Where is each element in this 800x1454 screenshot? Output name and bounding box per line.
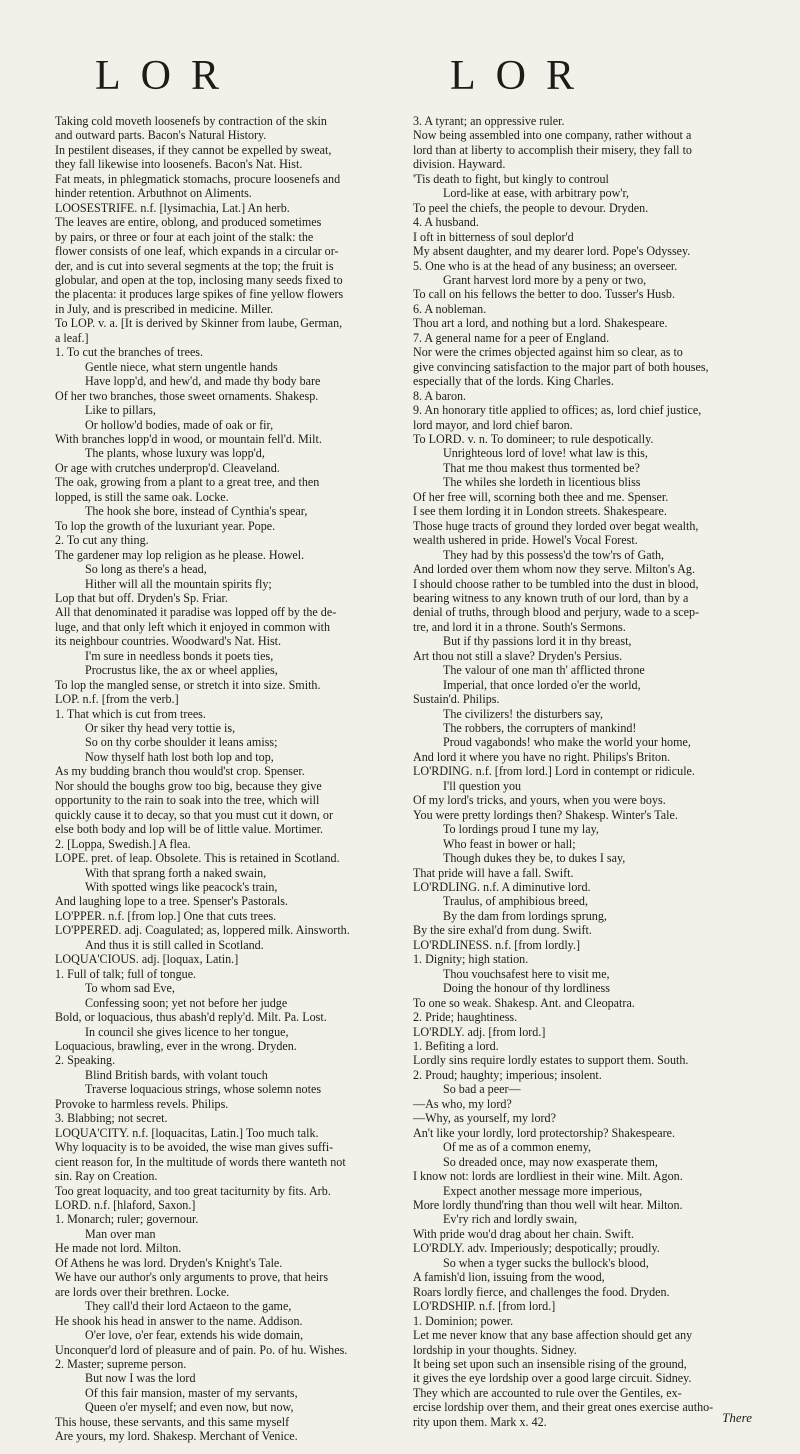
- text-line: rity upon them. Mark x. 42.: [413, 1414, 547, 1429]
- text-line: Nor were the crimes objected against him so clear, as to: [413, 345, 683, 360]
- text-line: To LOP. v. a. [It is derived by Skinner from laube, German,: [55, 316, 343, 331]
- text-line: To peel the chiefs, the people to devour. Dryden.: [413, 200, 649, 215]
- text-line: Though dukes they be, to dukes I say,: [443, 851, 626, 866]
- text-line: LO'PPER. n.f. [from lop.] One that cuts trees.: [55, 908, 277, 923]
- text-line: 4. A husband.: [413, 215, 479, 230]
- text-line: The plants, whose luxury was lopp'd,: [85, 446, 265, 461]
- text-line: Ev'ry rich and lordly swain,: [443, 1212, 578, 1227]
- text-line: Of her two branches, those sweet ornaments. Shakesp.: [55, 388, 319, 403]
- text-line: LOP. n.f. [from the verb.]: [55, 692, 179, 707]
- text-line: But if thy passions lord it in thy breast,: [443, 634, 632, 649]
- text-line: Or hollow'd bodies, made of oak or fir,: [85, 417, 274, 432]
- text-line: So bad a peer—: [443, 1082, 521, 1097]
- text-line: Now being assembled into one company, rather without a: [413, 128, 692, 143]
- left-column: [55, 114, 400, 1444]
- text-line: it gives the eye lordship over a good large circuit. Sidney.: [413, 1371, 692, 1386]
- text-line: With that sprang forth a naked swain,: [85, 865, 267, 880]
- text-line: 2. To cut any thing.: [55, 533, 149, 548]
- text-line: The gardener may lop religion as he please. Howel.: [55, 547, 305, 562]
- text-line: Lop that but off. Dryden's Sp. Friar.: [55, 590, 228, 605]
- text-line: Lord-like at ease, with arbitrary pow'r,: [443, 186, 630, 201]
- text-line: In pestilent diseases, if they cannot be expelled by sweat,: [55, 142, 332, 157]
- text-line: Of her free will, scorning both thee and me. Spenser.: [413, 489, 669, 504]
- text-line: 1. Dignity; high station.: [413, 952, 529, 967]
- text-line: Unrighteous lord of love! what law is this,: [443, 446, 648, 461]
- text-line: Queen o'er myself; and even now, but now,: [85, 1400, 294, 1415]
- text-line: And thus it is still called in Scotland.: [85, 937, 264, 952]
- text-line: By the sire exhal'd from dung. Swift.: [413, 923, 592, 938]
- text-line: Unconquer'd lord of pleasure and of pain. Po. of hu. Wishes.: [55, 1342, 348, 1357]
- text-line: My absent daughter, and my dearer lord. Pope's Odyssey.: [413, 244, 691, 259]
- running-header-left: LOR: [95, 53, 239, 99]
- text-line: 3. A tyrant; an oppressive ruler.: [413, 114, 565, 128]
- text-line: That me thou makest thus tormented be?: [443, 460, 640, 475]
- text-line: wealth ushered in pride. Howel's Vocal Forest.: [413, 533, 638, 548]
- text-line: 'Tis death to fight, but kingly to controul: [413, 171, 609, 186]
- text-line: In council she gives licence to her tongue,: [85, 1024, 289, 1039]
- text-line: LO'RDING. n.f. [from lord.] Lord in contempt or ridicule.: [413, 764, 695, 779]
- text-line: So long as there's a head,: [85, 562, 207, 577]
- text-line: 1. To cut the branches of trees.: [55, 345, 204, 360]
- catchword: There: [722, 1410, 752, 1425]
- text-line: He made not lord. Milton.: [55, 1241, 182, 1256]
- text-line: LO'RDSHIP. n.f. [from lord.]: [413, 1299, 556, 1314]
- text-line: LO'RDLING. n.f. A diminutive lord.: [413, 880, 591, 895]
- text-line: quickly cause it to decay, so that you must cut it down, or: [55, 807, 333, 822]
- text-line: they fall likewise into loosenefs. Bacon's Nat. Hist.: [55, 157, 303, 172]
- text-line: Why loquacity is to be avoided, the wise man gives suffi-: [55, 1140, 334, 1155]
- text-line: With spotted wings like peacock's train,: [85, 880, 278, 895]
- text-line: Blind British bards, with volant touch: [85, 1067, 268, 1082]
- text-line: ercise lordship over them, and their great ones exercise autho-: [413, 1400, 714, 1415]
- text-line: LOPE. pret. of leap. Obsolete. This is retained in Scotland.: [55, 851, 340, 866]
- text-line: They call'd their lord Actaeon to the game,: [85, 1299, 292, 1314]
- text-line: Procrustus like, the ax or wheel applies,: [85, 663, 278, 678]
- text-line: Bold, or loquacious, thus abash'd reply'd. Milt. Pa. Lost.: [55, 1010, 327, 1025]
- text-line: This house, these servants, and this same myself: [55, 1414, 290, 1429]
- text-line: A famish'd lion, issuing from the wood,: [413, 1270, 605, 1285]
- text-line: 2. Pride; haughtiness.: [413, 1010, 518, 1025]
- text-line: lord than at liberty to accomplish their misery, they fall to: [413, 142, 692, 157]
- text-line: 1. That which is cut from trees.: [55, 706, 206, 721]
- text-line: With pride wou'd drag about her chain. Swift.: [413, 1226, 635, 1241]
- text-line: a leaf.]: [55, 330, 89, 345]
- text-line: Hither will all the mountain spirits fly;: [85, 576, 272, 591]
- text-line: So when a tyger sucks the bullock's blood,: [443, 1255, 649, 1270]
- text-line: Traulus, of amphibious breed,: [443, 894, 589, 909]
- text-line: I know not: lords are lordliest in their wine. Milt. Agon.: [413, 1169, 683, 1184]
- text-line: We have our author's only arguments to prove, that heirs: [55, 1270, 329, 1285]
- text-line: Too great loquacity, and too great taciturnity by fits. Arb.: [55, 1183, 331, 1198]
- text-line: bearing witness to any known truth of our lord, than by a: [413, 590, 689, 605]
- text-line: Or siker thy head very tottie is,: [85, 721, 236, 736]
- text-line: 9. An honorary title applied to offices; as, lord chief justice,: [413, 403, 702, 418]
- text-line: flower consists of one leaf, which expands in a circular or-: [55, 244, 339, 259]
- text-line: I should choose rather to be tumbled into the dust in blood,: [413, 576, 699, 591]
- text-line: especially that of the lords. King Charles.: [413, 374, 614, 389]
- text-line: 6. A nobleman.: [413, 301, 487, 316]
- text-line: are lords over their brethren. Locke.: [55, 1284, 230, 1299]
- text-line: Nor should the boughs grow too big, because they give: [55, 778, 322, 793]
- text-line: That pride will have a fall. Swift.: [413, 865, 574, 880]
- text-line: lopped, is still the same oak. Locke.: [55, 489, 229, 504]
- text-line: Doing the honour of thy lordliness: [443, 981, 610, 996]
- text-line: Thou vouchsafest here to visit me,: [443, 966, 610, 981]
- text-line: Fat meats, in phlegmatick stomachs, procure loosenefs and: [55, 171, 341, 186]
- text-line: LORD. n.f. [hlaford, Saxon.]: [55, 1197, 196, 1212]
- text-line: More lordly thund'ring than thou well wilt hear. Milton.: [413, 1197, 683, 1212]
- text-line: its neighbour countries. Woodward's Nat. Hist.: [55, 634, 282, 649]
- text-line: and outward parts. Bacon's Natural History.: [55, 128, 267, 143]
- text-line: Let me never know that any base affection should get any: [413, 1328, 693, 1343]
- text-line: The robbers, the corrupters of mankind!: [443, 721, 637, 736]
- text-line: LOOSESTRIFE. n.f. [lysimachia, Lat.] An herb.: [55, 200, 290, 215]
- text-line: else both body and lop will be of little value. Mortimer.: [55, 822, 324, 837]
- text-line: So dreaded once, may now exasperate them,: [443, 1154, 658, 1169]
- text-line: Art thou not still a slave? Dryden's Persius.: [413, 648, 623, 663]
- text-line: 1. Monarch; ruler; governour.: [55, 1212, 199, 1227]
- text-line: Of my lord's tricks, and yours, when you were boys.: [413, 793, 666, 808]
- text-line: sin. Ray on Creation.: [55, 1169, 158, 1184]
- right-column: [413, 114, 759, 1429]
- text-line: I'm sure in needless bonds it poets ties,: [85, 648, 274, 663]
- text-line: They which are accounted to rule over the Gentiles, ex-: [413, 1385, 682, 1400]
- text-line: —Why, as yourself, my lord?: [413, 1111, 556, 1126]
- text-line: And laughing lope to a tree. Spenser's Pastorals.: [55, 894, 288, 909]
- text-line: 2. Master; supreme person.: [55, 1356, 187, 1371]
- text-line: 2. Proud; haughty; imperious; insolent.: [413, 1067, 602, 1082]
- running-header-right: LOR: [450, 53, 594, 99]
- text-line: I see them lording it in London streets. Shakespeare.: [413, 504, 667, 519]
- text-line: cient reason for, In the multitude of words there wanteth not: [55, 1154, 346, 1169]
- text-line: He shook his head in answer to the name. Addison.: [55, 1313, 303, 1328]
- text-line: give convincing satisfaction to the major part of both houses,: [413, 359, 709, 374]
- text-line: Sustain'd. Philips.: [413, 692, 500, 707]
- text-line: Of me as of a common enemy,: [443, 1140, 591, 1155]
- text-line: Lordly sins require lordly estates to support them. South.: [413, 1053, 689, 1068]
- text-line: 2. [Loppa, Swedish.] A flea.: [55, 836, 191, 851]
- text-line: 1. Dominion; power.: [413, 1313, 514, 1328]
- text-line: To LORD. v. n. To domineer; to rule despotically.: [413, 431, 654, 446]
- text-line: Those huge tracts of ground they lorded over begat wealth,: [413, 518, 699, 533]
- text-line: Are yours, my lord. Shakesp. Merchant of Venice.: [55, 1429, 298, 1444]
- text-line: I'll question you: [443, 778, 522, 793]
- text-line: To whom sad Eve,: [85, 981, 175, 996]
- text-line: All that denominated it paradise was lopped off by the de-: [55, 605, 337, 620]
- text-line: luge, and that only left which it enjoyed in common with: [55, 619, 331, 634]
- text-line: To one so weak. Shakesp. Ant. and Cleopatra.: [413, 995, 635, 1010]
- text-line: division. Hayward.: [413, 157, 506, 172]
- text-line: 7. A general name for a peer of England.: [413, 330, 610, 345]
- text-line: LO'RDLY. adv. Imperiously; despotically; proudly.: [413, 1241, 660, 1256]
- text-line: It being set upon such an insensible rising of the ground,: [413, 1356, 687, 1371]
- text-line: I oft in bitterness of soul deplor'd: [413, 229, 574, 244]
- text-line: 1. Befiting a lord.: [413, 1039, 499, 1053]
- text-line: And lord it where you have no right. Philips's Briton.: [413, 749, 671, 764]
- text-line: denial of truths, through blood and perjury, wade to a scep-: [413, 605, 700, 620]
- text-line: LOQUA'CIOUS. adj. [loquax, Latin.]: [55, 952, 239, 967]
- text-line: globular, and open at the top, inclosing many seeds fixed to: [55, 272, 343, 287]
- text-line: Now thyself hath lost both lop and top,: [85, 749, 274, 764]
- text-line: hinder retention. Arbuthnot on Aliments.: [55, 186, 252, 201]
- text-line: Imperial, that once lorded o'er the world,: [443, 677, 641, 692]
- text-line: 2. Speaking.: [55, 1053, 116, 1068]
- text-line: By the dam from lordings sprung,: [443, 908, 607, 923]
- text-line: lordship in your thoughts. Sidney.: [413, 1342, 577, 1357]
- text-line: 5. One who is at the head of any business; an overseer.: [413, 258, 678, 273]
- text-line: Grant harvest lord more by a peny or two,: [443, 272, 647, 287]
- text-line: LOQUA'CITY. n.f. [loquacitas, Latin.] Too much talk.: [55, 1125, 319, 1140]
- text-line: Provoke to harmless revels. Philips.: [55, 1096, 229, 1111]
- text-line: Of Athens he was lord. Dryden's Knight's Tale.: [55, 1255, 283, 1270]
- text-line: And lorded over them whom now they serve. Milton's Ag.: [413, 562, 695, 577]
- text-line: They had by this possess'd the tow'rs of Gath,: [443, 547, 665, 562]
- text-line: To lop the growth of the luxuriant year. Pope.: [55, 518, 276, 533]
- text-line: der, and is cut into several segments at the top; the fruit is: [55, 258, 334, 273]
- text-line: lord mayor, and lord chief baron.: [413, 417, 573, 432]
- text-line: Proud vagabonds! who make the world your home,: [443, 735, 691, 750]
- text-line: The leaves are entire, oblong, and produced sometimes: [55, 215, 322, 230]
- text-line: The valour of one man th' afflicted throne: [443, 663, 645, 678]
- text-line: in July, and is prescribed in medicine. Miller.: [55, 301, 274, 316]
- text-line: LO'RDLY. adj. [from lord.]: [413, 1024, 546, 1039]
- text-line: —As who, my lord?: [413, 1096, 512, 1111]
- text-line: Gentle niece, what stern ungentle hands: [85, 359, 278, 374]
- text-line: Loquacious, brawling, ever in the wrong. Dryden.: [55, 1039, 297, 1053]
- text-line: Traverse loquacious strings, whose solemn notes: [85, 1082, 322, 1097]
- text-line: The civilizers! the disturbers say,: [443, 706, 604, 721]
- text-line: opportunity to the rain to soak into the tree, which will: [55, 793, 320, 808]
- text-line: Have lopp'd, and hew'd, and made thy body bare: [85, 374, 321, 389]
- text-line: Like to pillars,: [85, 403, 156, 418]
- text-line: To call on his fellows the better to doo. Tusser's Husb.: [413, 287, 676, 302]
- text-line: You were pretty lordings then? Shakesp. Winter's Tale.: [413, 807, 678, 822]
- text-line: Expect another message more imperious,: [443, 1183, 643, 1198]
- text-line: So on thy corbe shoulder it leans amiss;: [85, 735, 278, 750]
- text-line: LO'PPERED. adj. Coagulated; as, loppered milk. Ainsworth.: [55, 923, 350, 938]
- text-line: But now I was the lord: [85, 1371, 196, 1386]
- text-line: Confessing soon; yet not before her judge: [85, 995, 288, 1010]
- text-line: tre, and lord it in a throne. South's Sermons.: [413, 619, 626, 634]
- text-line: Who feast in bower or hall;: [443, 836, 576, 851]
- text-line: Man over man: [85, 1226, 156, 1241]
- text-line: Thou art a lord, and nothing but a lord. Shakespeare.: [413, 316, 668, 331]
- text-line: To lop the mangled sense, or stretch it into size. Smith.: [55, 677, 321, 692]
- text-line: The oak, growing from a plant to a great tree, and then: [55, 475, 320, 490]
- text-line: LO'RDLINESS. n.f. [from lordly.]: [413, 937, 580, 952]
- text-line: The hook she bore, instead of Cynthia's spear,: [85, 504, 308, 519]
- text-line: Taking cold moveth loosenefs by contraction of the skin: [55, 114, 327, 128]
- text-line: To lordings proud I tune my lay,: [443, 822, 599, 837]
- text-line: Of this fair mansion, master of my servants,: [85, 1385, 298, 1400]
- text-line: Roars lordly fierce, and challenges the food. Dryden.: [413, 1284, 670, 1299]
- text-line: An't like your lordly, lord protectorship? Shakespeare.: [413, 1125, 676, 1140]
- text-line: Or age with crutches underprop'd. Cleaveland.: [55, 460, 280, 475]
- text-line: As my budding branch thou would'st crop. Spenser.: [55, 764, 305, 779]
- text-line: 3. Blabbing; not secret.: [55, 1111, 168, 1126]
- text-line: 8. A baron.: [413, 388, 467, 403]
- text-line: 1. Full of talk; full of tongue.: [55, 966, 197, 981]
- text-line: by pairs, or three or four at each joint of the stalk: the: [55, 229, 314, 244]
- text-line: With branches lopp'd in wood, or mountain fell'd. Milt.: [55, 431, 322, 446]
- text-line: O'er love, o'er fear, extends his wide domain,: [85, 1328, 304, 1343]
- text-line: the placenta: it produces large spikes of fine yellow flowers: [55, 287, 344, 302]
- text-line: The whiles she lordeth in licentious bliss: [443, 475, 641, 490]
